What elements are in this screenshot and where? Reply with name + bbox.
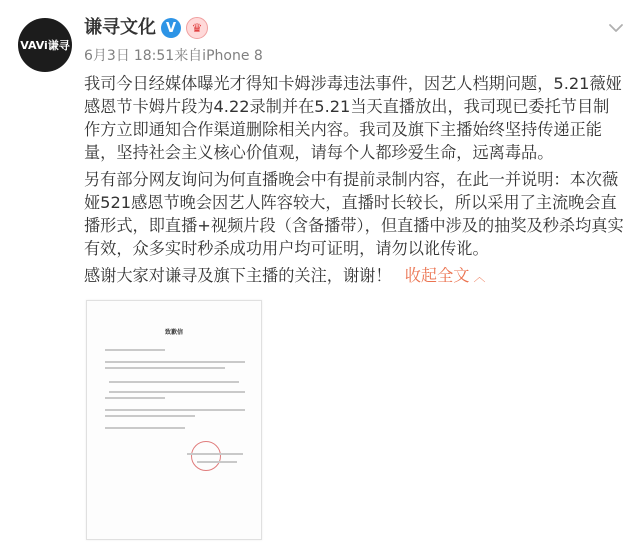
document-line: [105, 367, 225, 369]
document-line: [105, 349, 165, 351]
document-title: 致歉信: [164, 329, 183, 336]
post-paragraph-3: [84, 264, 624, 289]
document-line: [187, 453, 243, 455]
document-line: [197, 461, 237, 463]
post-paragraph-3-text: 感谢大家对谦寻及旗下主播的关注，谢谢！: [84, 266, 392, 285]
author-name[interactable]: 谦寻文化: [84, 17, 156, 38]
document-line: [105, 409, 245, 411]
post-paragraph-2: 另有部分网友询问为何直播晚会中有提前录制内容，在此一并说明：本次薇娅521感恩节晚会因艺人阵容较大，直播时长较长，所以采用了主流晚会直播形式，即直播+视频片段（含备播带），但直播中涉及的抽奖及秒杀均真实有效，众多实时秒杀成功用户均可证明，请勿以讹传讹。: [84, 170, 624, 258]
post-content: [84, 72, 624, 293]
company-seal: [191, 441, 221, 471]
post-meta: [84, 46, 263, 66]
post-time: 18:51: [133, 48, 175, 64]
collapse-full-text-link[interactable]: [405, 266, 486, 285]
avatar[interactable]: [18, 18, 72, 72]
avatar-logo-text: VAVi谦寻: [20, 39, 70, 52]
verified-icon: V: [161, 18, 181, 38]
chevron-up-icon: ︿: [473, 270, 486, 284]
member-badge-icon[interactable]: ♛: [186, 17, 208, 39]
post-date: 6月3日: [84, 48, 130, 64]
document-line: [105, 397, 165, 399]
document-line: [105, 427, 185, 429]
author-row: [84, 16, 208, 40]
post-paragraph-1: 我司今日经媒体曝光才得知卡姆涉毒违法事件，因艺人档期问题，5.21薇娅感恩节卡姆片段为4.22录制并在5.21当天直播放出，我司现已委托节目制作方立即通知合作渠道删除相关内容。我司及旗下主播始终坚持传递正能量，坚持社会主义核心价值观，请每个人都珍爱生命，远离毒品。: [84, 74, 622, 162]
collapse-label: 收起全文: [404, 266, 470, 285]
chevron-down-icon[interactable]: [606, 18, 626, 38]
post-source: 来自iPhone 8: [174, 48, 263, 64]
apology-letter-image[interactable]: [86, 300, 262, 540]
document-line: [105, 415, 195, 417]
document-line: [105, 361, 245, 363]
document-line: [109, 391, 245, 393]
document-line: [109, 381, 239, 383]
